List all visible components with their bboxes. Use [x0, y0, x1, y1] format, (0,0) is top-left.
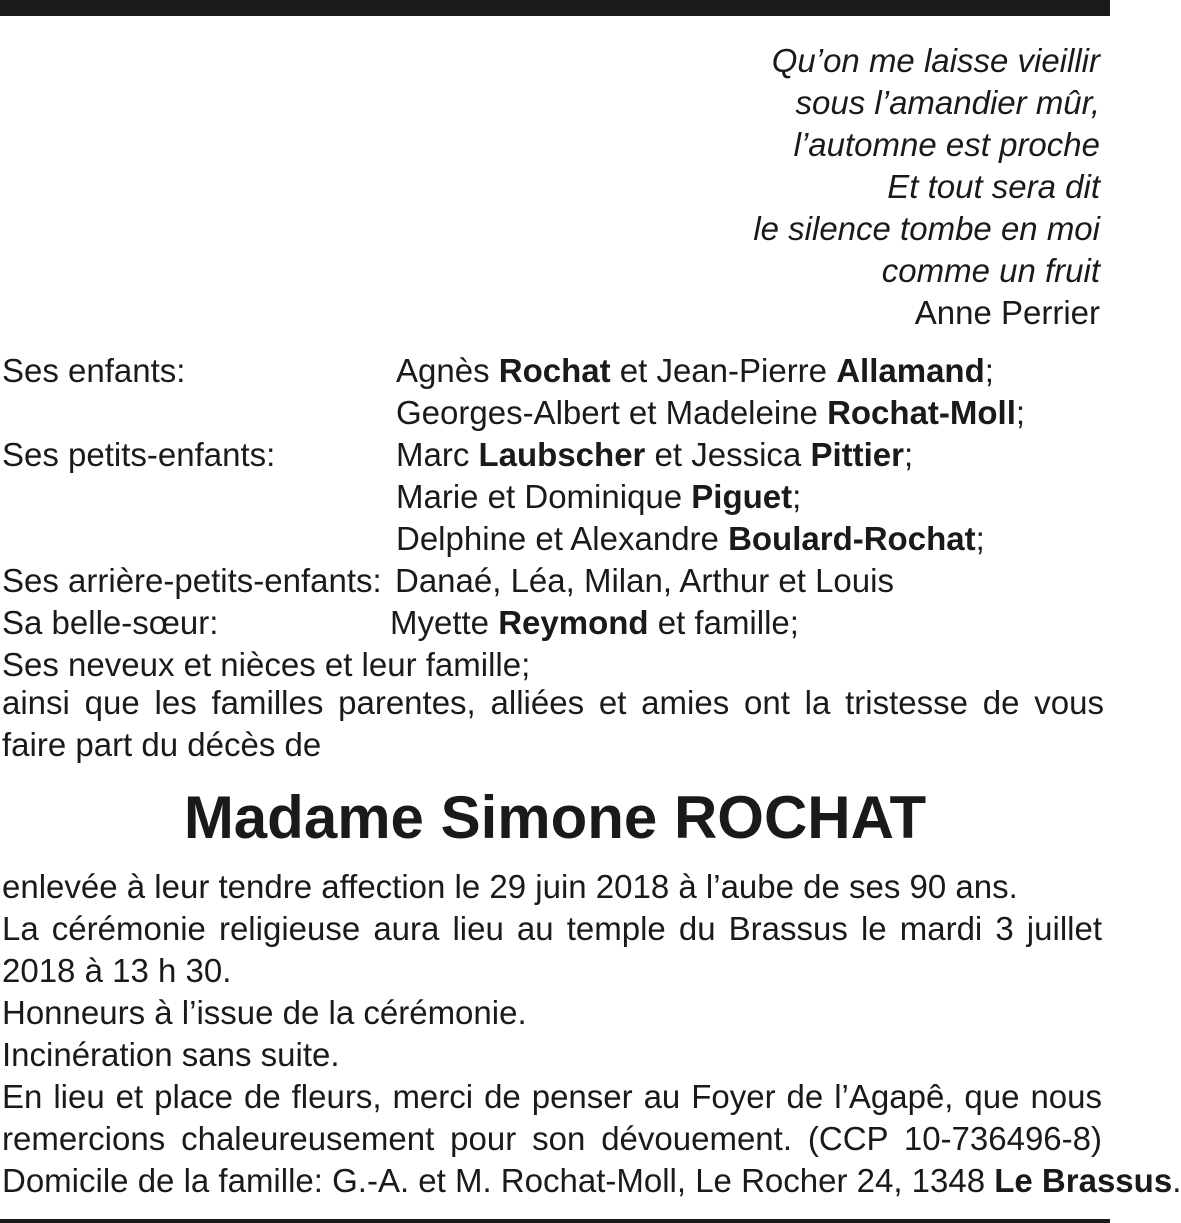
poem-line: Et tout sera dit — [887, 168, 1100, 205]
grandchildren-entry-3 — [396, 518, 985, 560]
poem-line: l’automne est proche — [793, 126, 1100, 163]
gc3-surname: Boulard-Rochat — [728, 520, 976, 557]
gc1-partner-surname: Pittier — [810, 436, 904, 473]
honours-info: Honneurs à l’issue de la cérémonie. — [2, 994, 527, 1031]
bottom-rule — [0, 1219, 1110, 1223]
passing-line: enlevée à leur tendre affection le 29 juin 2018 à l’aube de ses 90 ans. — [2, 868, 1018, 905]
gc2-surname: Piguet — [691, 478, 793, 515]
poem-epigraph — [753, 40, 1100, 334]
domicile-info — [2, 1160, 1181, 1202]
poem-line: sous l’amandier mûr, — [795, 84, 1100, 121]
child1-surname: Rochat — [498, 352, 611, 389]
poem-line: le silence tombe en moi — [753, 210, 1100, 247]
family-row-grandchildren-2 — [2, 476, 1108, 518]
separator: ; — [975, 520, 985, 557]
deceased-name: Madame Simone ROCHAT — [183, 784, 927, 851]
children-entry-1 — [396, 350, 994, 392]
separator: ; — [1015, 394, 1026, 431]
child1-first: Agnès — [396, 352, 499, 389]
top-rule — [0, 0, 1110, 16]
flowers-info: En lieu et place de fleurs, merci de penser au Foyer de l’Agapê, que nous remercions chaleureusement pour son dévouement. (CCP 10-736496-8) — [2, 1078, 1102, 1157]
family-row-children — [2, 350, 1108, 392]
family-row-grandchildren — [2, 434, 1108, 476]
separator: ; — [521, 646, 531, 683]
family-list — [2, 350, 1108, 686]
domicile-text: Domicile de la famille: G.-A. et M. Rochat-Moll, Le Rocher 24, 1348 — [2, 1162, 995, 1199]
family-row-sister-in-law — [2, 602, 1108, 644]
family-row-grandchildren-3 — [2, 518, 1108, 560]
children-entry-2 — [396, 392, 1025, 434]
nephews-text: Ses neveux et nièces et leur famille — [2, 646, 522, 683]
child1-partner-surname: Allamand — [836, 352, 985, 389]
separator: ; — [904, 436, 914, 473]
separator: ; — [789, 604, 799, 641]
domicile-period: . — [1172, 1162, 1181, 1199]
family-row-children-2 — [2, 392, 1108, 434]
poem-author: Anne Perrier — [914, 294, 1100, 331]
gc2-first: Marie et Dominique — [396, 478, 692, 515]
ceremony-info: La cérémonie religieuse aura lieu au temple du Brassus le mardi 3 juillet 2018 à 13 h 30. — [2, 910, 1102, 989]
child1-and: et Jean-Pierre — [610, 352, 837, 389]
child2-surname: Rochat-Moll — [827, 394, 1016, 431]
gc1-and: et Jessica — [645, 436, 811, 473]
grandchildren-entry-2 — [396, 476, 801, 518]
poem-line: comme un fruit — [881, 252, 1100, 289]
family-row-nephews — [2, 644, 1108, 686]
gc1-surname: Laubscher — [478, 436, 646, 473]
child2-first: Georges-Albert et Madeleine — [396, 394, 828, 431]
sister-in-law-entry — [390, 602, 799, 644]
funeral-details — [2, 866, 1181, 1202]
gc1-first: Marc — [396, 436, 479, 473]
great-grandchildren-label: Ses arrière-petits-enfants: — [2, 562, 382, 599]
announcement-text: ainsi que les familles parentes, alliées et amies ont la tristesse de vous faire part du décès de — [2, 684, 1104, 763]
separator: ; — [792, 478, 802, 515]
grandchildren-entry-1 — [396, 434, 913, 476]
nephews-entry — [2, 644, 530, 686]
gc3-first: Delphine et Alexandre — [396, 520, 729, 557]
sil-rest: et famille — [648, 604, 790, 641]
domicile-place: Le Brassus — [994, 1162, 1173, 1199]
family-row-great-grandchildren — [2, 560, 1108, 602]
sister-in-law-label: Sa belle-sœur: — [2, 604, 219, 641]
separator: ; — [984, 352, 994, 389]
children-label: Ses enfants: — [2, 352, 186, 389]
grandchildren-label: Ses petits-enfants: — [2, 436, 276, 473]
poem-line: Qu’on me laisse vieillir — [771, 42, 1100, 79]
great-grandchildren-names: Danaé, Léa, Milan, Arthur et Louis — [395, 562, 894, 599]
sil-surname: Reymond — [498, 604, 649, 641]
sil-first: Myette — [390, 604, 499, 641]
cremation-info: Incinération sans suite. — [2, 1036, 340, 1073]
